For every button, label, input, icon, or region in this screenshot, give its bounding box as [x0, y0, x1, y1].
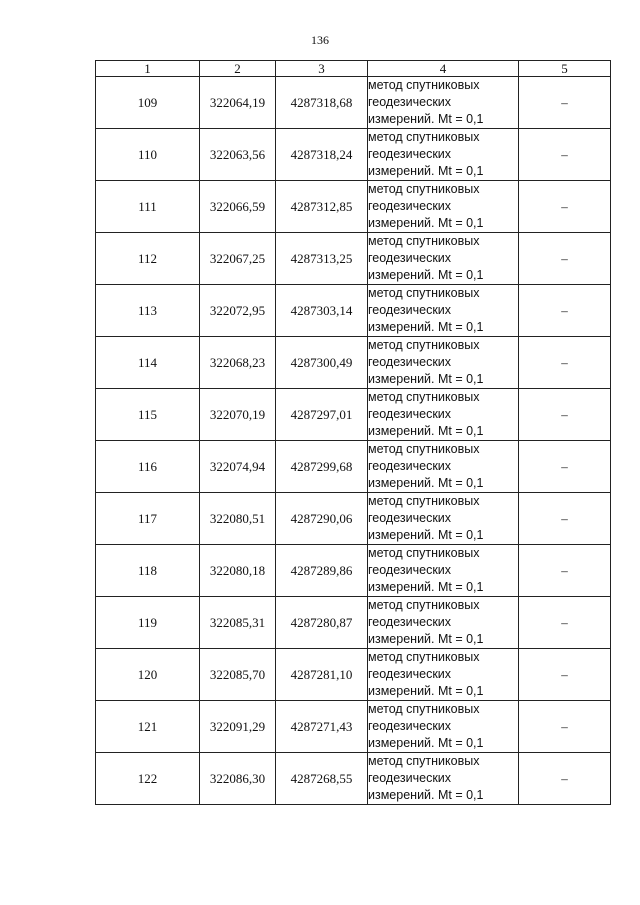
- coordinate-y: 4287303,14: [276, 285, 368, 337]
- method-line-2: геодезических: [368, 667, 452, 681]
- table-header: [96, 61, 611, 77]
- point-number: 116: [96, 441, 200, 493]
- method-line-3: измерений. Mt = 0,1: [368, 788, 484, 802]
- note-dash: –: [519, 493, 611, 545]
- method-line-1: метод спутниковых: [368, 78, 480, 92]
- method-line-1: метод спутниковых: [368, 234, 480, 248]
- table-row: [96, 337, 611, 389]
- method-line-1: метод спутниковых: [368, 754, 480, 768]
- method-line-1: метод спутниковых: [368, 650, 480, 664]
- point-number: 110: [96, 129, 200, 181]
- method-cell: [368, 181, 519, 233]
- method-line-3: измерений. Mt = 0,1: [368, 528, 484, 542]
- point-number: 115: [96, 389, 200, 441]
- coordinate-x: 322067,25: [200, 233, 276, 285]
- method-line-2: геодезических: [368, 303, 452, 317]
- method-cell: [368, 753, 519, 805]
- note-dash: –: [519, 285, 611, 337]
- method-line-3: измерений. Mt = 0,1: [368, 736, 484, 750]
- note-dash: –: [519, 129, 611, 181]
- coordinate-x: 322072,95: [200, 285, 276, 337]
- coordinate-y: 4287313,25: [276, 233, 368, 285]
- method-cell: [368, 441, 519, 493]
- method-line-3: измерений. Mt = 0,1: [368, 372, 484, 386]
- method-line-3: измерений. Mt = 0,1: [368, 632, 484, 646]
- table-row: [96, 545, 611, 597]
- method-line-2: геодезических: [368, 563, 452, 577]
- method-line-2: геодезических: [368, 199, 452, 213]
- coordinate-y: 4287300,49: [276, 337, 368, 389]
- coordinate-y: 4287318,24: [276, 129, 368, 181]
- coordinate-x: 322085,70: [200, 649, 276, 701]
- note-dash: –: [519, 545, 611, 597]
- method-line-2: геодезических: [368, 615, 452, 629]
- coordinate-y: 4287290,06: [276, 493, 368, 545]
- column-header-3: 3: [276, 61, 368, 77]
- note-dash: –: [519, 77, 611, 129]
- table-row: [96, 753, 611, 805]
- note-dash: –: [519, 701, 611, 753]
- method-cell: [368, 649, 519, 701]
- coordinate-x: 322085,31: [200, 597, 276, 649]
- method-line-2: геодезических: [368, 147, 452, 161]
- method-line-2: геодезических: [368, 251, 452, 265]
- method-cell: [368, 233, 519, 285]
- coordinate-x: 322068,23: [200, 337, 276, 389]
- point-number: 122: [96, 753, 200, 805]
- table-row: [96, 597, 611, 649]
- table-row: [96, 77, 611, 129]
- method-line-3: измерений. Mt = 0,1: [368, 112, 484, 126]
- method-line-1: метод спутниковых: [368, 286, 480, 300]
- coordinates-table: [95, 60, 611, 805]
- method-line-3: измерений. Mt = 0,1: [368, 320, 484, 334]
- method-line-2: геодезических: [368, 719, 452, 733]
- table-row: [96, 493, 611, 545]
- point-number: 109: [96, 77, 200, 129]
- method-line-2: геодезических: [368, 355, 452, 369]
- method-line-2: геодезических: [368, 511, 452, 525]
- table-row: [96, 233, 611, 285]
- table-row: [96, 389, 611, 441]
- point-number: 119: [96, 597, 200, 649]
- table-row: [96, 129, 611, 181]
- note-dash: –: [519, 233, 611, 285]
- coordinate-x: 322066,59: [200, 181, 276, 233]
- coordinate-y: 4287299,68: [276, 441, 368, 493]
- method-line-1: метод спутниковых: [368, 546, 480, 560]
- method-line-1: метод спутниковых: [368, 598, 480, 612]
- method-cell: [368, 285, 519, 337]
- coordinate-y: 4287289,86: [276, 545, 368, 597]
- coordinate-x: 322086,30: [200, 753, 276, 805]
- coordinate-x: 322080,51: [200, 493, 276, 545]
- method-line-3: измерений. Mt = 0,1: [368, 684, 484, 698]
- note-dash: –: [519, 753, 611, 805]
- table-row: [96, 285, 611, 337]
- table-body: [96, 77, 611, 805]
- method-line-1: метод спутниковых: [368, 182, 480, 196]
- note-dash: –: [519, 337, 611, 389]
- method-cell: [368, 597, 519, 649]
- method-line-3: измерений. Mt = 0,1: [368, 580, 484, 594]
- coordinate-y: 4287280,87: [276, 597, 368, 649]
- coordinate-y: 4287268,55: [276, 753, 368, 805]
- point-number: 112: [96, 233, 200, 285]
- method-line-1: метод спутниковых: [368, 130, 480, 144]
- point-number: 121: [96, 701, 200, 753]
- method-line-1: метод спутниковых: [368, 442, 480, 456]
- coordinate-y: 4287318,68: [276, 77, 368, 129]
- column-header-5: 5: [519, 61, 611, 77]
- table-row: [96, 181, 611, 233]
- point-number: 117: [96, 493, 200, 545]
- point-number: 113: [96, 285, 200, 337]
- method-line-1: метод спутниковых: [368, 702, 480, 716]
- page-number: 136: [311, 33, 329, 47]
- method-line-3: измерений. Mt = 0,1: [368, 476, 484, 490]
- method-line-2: геодезических: [368, 95, 452, 109]
- method-line-3: измерений. Mt = 0,1: [368, 268, 484, 282]
- method-line-2: геодезических: [368, 407, 452, 421]
- method-cell: [368, 77, 519, 129]
- point-number: 118: [96, 545, 200, 597]
- note-dash: –: [519, 597, 611, 649]
- coordinate-y: 4287281,10: [276, 649, 368, 701]
- method-line-2: геодезических: [368, 459, 452, 473]
- coordinate-x: 322091,29: [200, 701, 276, 753]
- method-line-1: метод спутниковых: [368, 494, 480, 508]
- point-number: 120: [96, 649, 200, 701]
- table-row: [96, 441, 611, 493]
- point-number: 114: [96, 337, 200, 389]
- method-cell: [368, 701, 519, 753]
- coordinate-x: 322070,19: [200, 389, 276, 441]
- note-dash: –: [519, 649, 611, 701]
- method-cell: [368, 389, 519, 441]
- method-line-2: геодезических: [368, 771, 452, 785]
- column-header-1: 1: [96, 61, 200, 77]
- table-row: [96, 701, 611, 753]
- column-header-4: 4: [368, 61, 519, 77]
- method-line-1: метод спутниковых: [368, 338, 480, 352]
- method-line-3: измерений. Mt = 0,1: [368, 216, 484, 230]
- method-line-3: измерений. Mt = 0,1: [368, 164, 484, 178]
- table-row: [96, 649, 611, 701]
- note-dash: –: [519, 389, 611, 441]
- method-line-1: метод спутниковых: [368, 390, 480, 404]
- method-line-3: измерений. Mt = 0,1: [368, 424, 484, 438]
- coordinate-x: 322064,19: [200, 77, 276, 129]
- coordinate-x: 322074,94: [200, 441, 276, 493]
- coordinate-y: 4287271,43: [276, 701, 368, 753]
- coordinate-x: 322080,18: [200, 545, 276, 597]
- coordinate-x: 322063,56: [200, 129, 276, 181]
- coordinate-y: 4287312,85: [276, 181, 368, 233]
- coordinate-y: 4287297,01: [276, 389, 368, 441]
- note-dash: –: [519, 181, 611, 233]
- note-dash: –: [519, 441, 611, 493]
- point-number: 111: [96, 181, 200, 233]
- header-row: [96, 61, 611, 77]
- method-cell: [368, 129, 519, 181]
- method-cell: [368, 545, 519, 597]
- method-cell: [368, 337, 519, 389]
- method-cell: [368, 493, 519, 545]
- column-header-2: 2: [200, 61, 276, 77]
